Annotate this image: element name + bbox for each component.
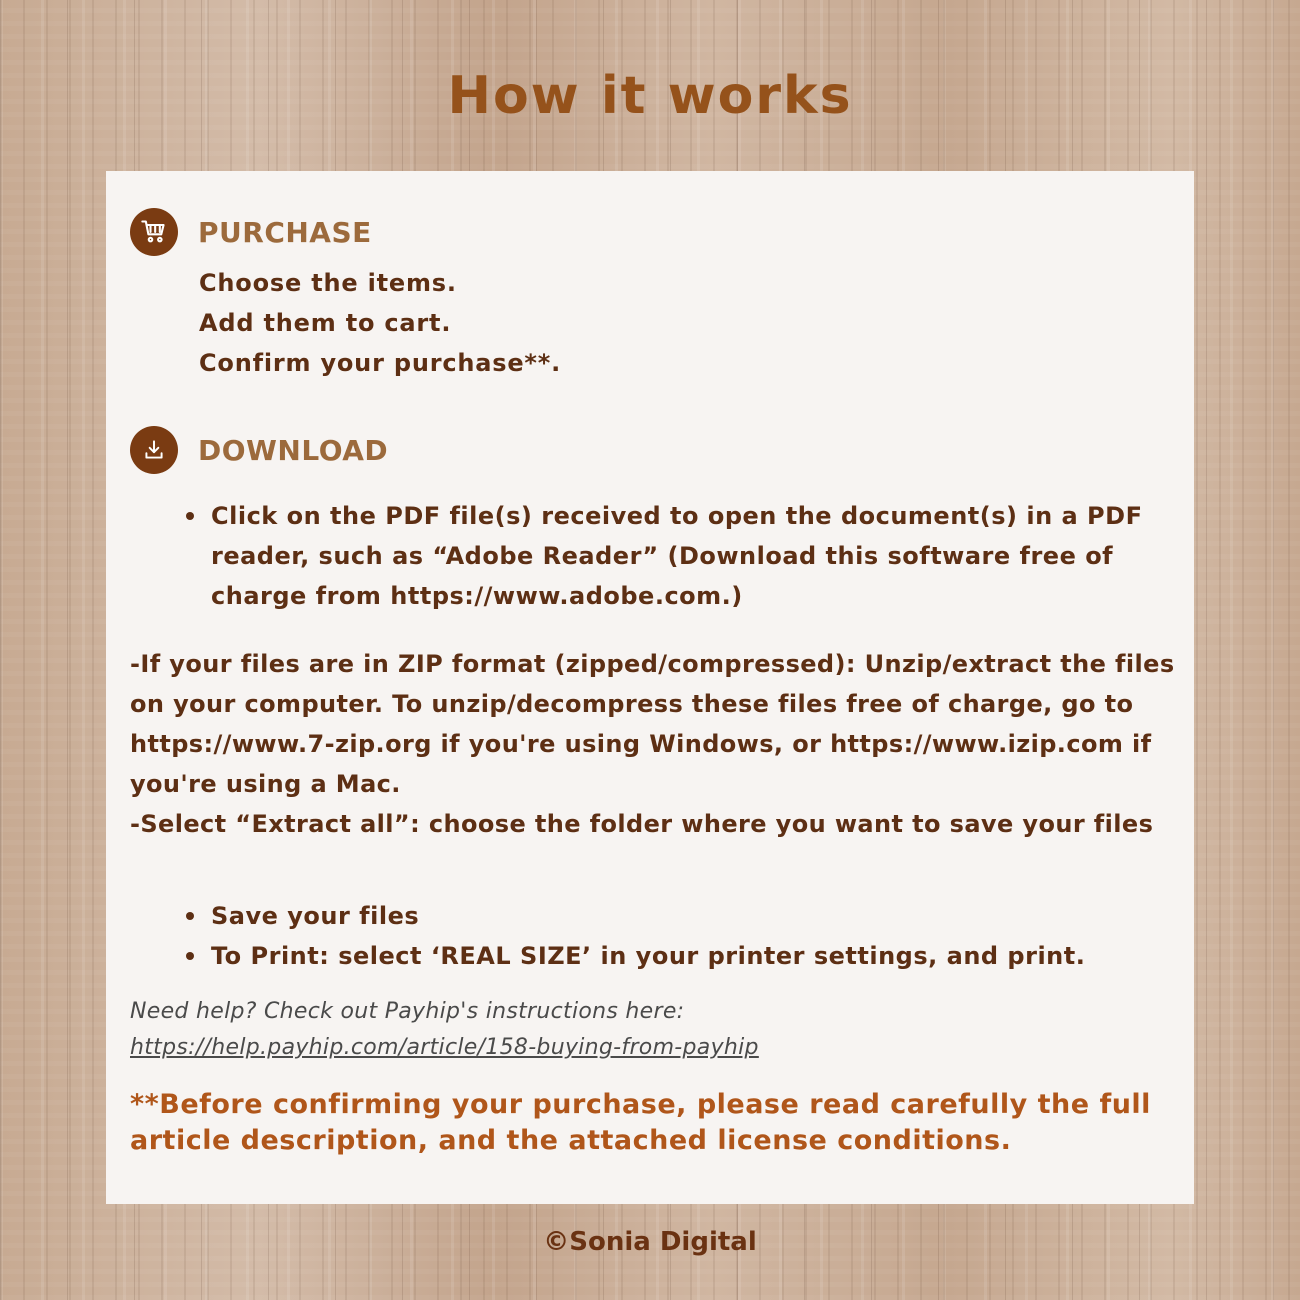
help-label: Need help? Check out Payhip's instructions here: [130, 999, 685, 1024]
list-item: Save your files [186, 896, 1176, 936]
purchase-step: Confirm your purchase**. [199, 349, 562, 377]
list-item: To Print: select ‘REAL SIZE’ in your printer settings, and print. [186, 936, 1176, 976]
help-link[interactable]: https://help.payhip.com/article/158-buying-from-payhip [130, 1035, 759, 1060]
zip-paragraph: -If your files are in ZIP format (zipped/compressed): Unzip/extract the files on your computer. To unzip/decompress these files free of charge, go to https://www.7-zip.org if you're using Windows, or https://www.izip.com if you're using a Mac. [130, 650, 1175, 798]
cart-icon [130, 208, 178, 256]
download-bullet-list [186, 496, 1156, 616]
purchase-step: Add them to cart. [199, 309, 452, 337]
purchase-note: **Before confirming your purchase, please read carefully the full article description, and the attached license conditions. [130, 1089, 1151, 1156]
purchase-header [130, 208, 372, 256]
list-item: Click on the PDF file(s) received to open the document(s) in a PDF reader, such as “Adobe Reader” (Download this software free of charge from https://www.adobe.com.) [186, 496, 1156, 616]
instructions-card [106, 171, 1194, 1204]
purchase-steps [199, 263, 561, 383]
purchase-step: Choose the items. [199, 269, 457, 297]
download-header [130, 426, 388, 474]
page-title: How it works [447, 66, 853, 126]
copyright-footer: ©Sonia Digital [543, 1227, 757, 1257]
help-text [130, 994, 759, 1066]
steps-list [186, 896, 1176, 976]
download-heading: DOWNLOAD [198, 433, 389, 467]
download-icon [130, 426, 178, 474]
extract-paragraph: -Select “Extract all”: choose the folder where you want to save your files [130, 810, 1154, 838]
purchase-heading: PURCHASE [198, 215, 372, 249]
